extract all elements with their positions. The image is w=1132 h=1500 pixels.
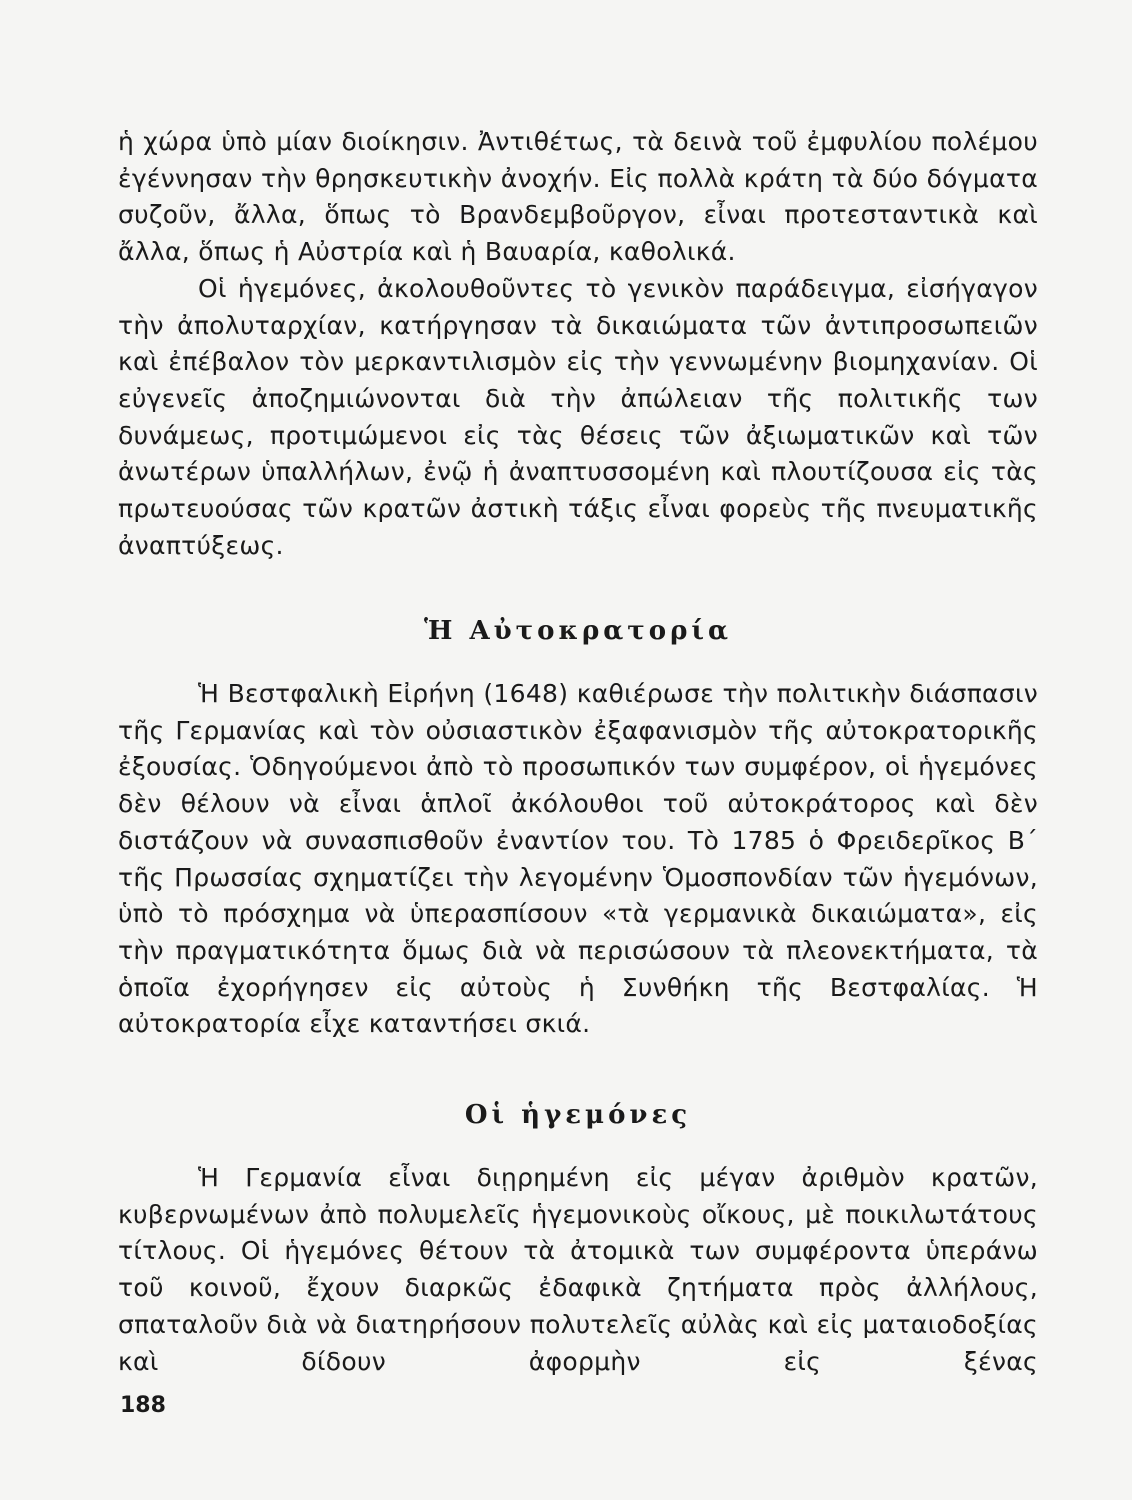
text-section-2 [118,676,1038,1043]
paragraph-germany-divided: Ἡ Γερμανία εἶναι διῃρημένη εἰς μέγαν ἀριθμὸν κρατῶν, κυβερνωμένων ἀπὸ πολυμελεῖς ἡγεμονικοὺς οἴκους, μὲ ποικιλωτάτους τίτλους. Οἱ ἡγεμόνες θέτουν τὰ ἀτομικὰ των συμφέροντα ὑπεράνω τοῦ κοινοῦ, ἔχουν διαρκῶς ἐδαφικὰ ζητήματα πρὸς ἀλλήλους, σπαταλοῦν διὰ νὰ διατηρήσουν πολυτελεῖς αὐλὰς καὶ εἰς ματαιοδοξίας καὶ δίδουν ἀφορμὴν εἰς ξένας [118,1163,1038,1376]
paragraph-westphalia: Ἡ Βεστφαλικὴ Εἰρήνη (1648) καθιέρωσε τὴν πολιτικὴν διάσπασιν τῆς Γερμανίας καὶ τὸν οὐσιαστικὸν ἐξαφανισμὸν τῆς αὐτοκρατορικῆς ἐξουσίας. Ὁδηγούμενοι ἀπὸ τὸ προσωπικόν των συμφέρον, οἱ ἡγεμόνες δὲν θέλουν νὰ εἶναι ἁπλοῖ ἀκόλουθοι τοῦ αὐτοκράτορος καὶ δὲν διστάζουν νὰ συνασπισθοῦν ἐναντίον του. Τὸ 1785 ὁ Φρειδερῖκος Β΄ τῆς Πρωσσίας σχηματίζει τὴν λεγομένην Ὁμοσπονδίαν τῶν ἡγεμόνων, ὑπὸ τὸ πρόσχημα νὰ ὑπερασπίσουν «τὰ γερμανικὰ δικαιώματα», εἰς τὴν πραγματικότητα ὅμως διὰ νὰ περισώσουν τὰ πλεονεκτήματα, τὰ ὁποῖα ἐχορήγησεν εἰς αὐτοὺς ἡ Συνθήκη τῆς Βεστφαλίας. Ἡ αὐτοκρατορία εἶχε καταντήσει σκιά. [118,679,1038,1039]
text-section-3 [118,1160,1038,1380]
section-heading-empire: Ἡ Αὐτοκρατορία [423,616,733,646]
page-number: 188 [120,1393,166,1418]
paragraph-continuation: ἡ χώρα ὑπὸ μίαν διοίκησιν. Ἀντιθέτως, τὰ δεινὰ τοῦ ἐμφυλίου πολέμου ἐγέννησαν τὴν θρησκευτικὴν ἀνοχήν. Εἰς πολλὰ κράτη τὰ δύο δόγματα συζοῦν, ἄλλα, ὅπως τὸ Βρανδεμβοῦργον, εἶναι προτεσταντικὰ καὶ ἄλλα, ὅπως ἡ Αὐστρία καὶ ἡ Βαυαρία, καθολικά. [118,127,1038,267]
section-heading-princes: Οἱ ἡγεμόνες [464,1100,692,1130]
text-section-1 [118,124,1038,564]
paragraph-princes-absolutism: Οἱ ἡγεμόνες, ἀκολουθοῦντες τὸ γενικὸν παράδειγμα, εἰσήγαγον τὴν ἀπολυταρχίαν, κατήργησαν τὰ δικαιώματα τῶν ἀντιπροσωπειῶν καὶ ἐπέβαλον τὸν μερκαντιλισμὸν εἰς τὴν γεννωμένην βιομηχανίαν. Οἱ εὐγενεῖς ἀποζημιώνονται διὰ τὴν ἀπώλειαν τῆς πολιτικῆς των δυνάμεως, προτιμώμενοι εἰς τὰς θέσεις τῶν ἀξιωματικῶν καὶ τῶν ἀνωτέρων ὑπαλλήλων, ἐνῷ ἡ ἀναπτυσσομένη καὶ πλουτίζουσα εἰς τὰς πρωτευούσας τῶν κρατῶν ἀστικὴ τάξις εἶναι φορεὺς τῆς πνευματικῆς ἀναπτύξεως. [118,273,1038,560]
